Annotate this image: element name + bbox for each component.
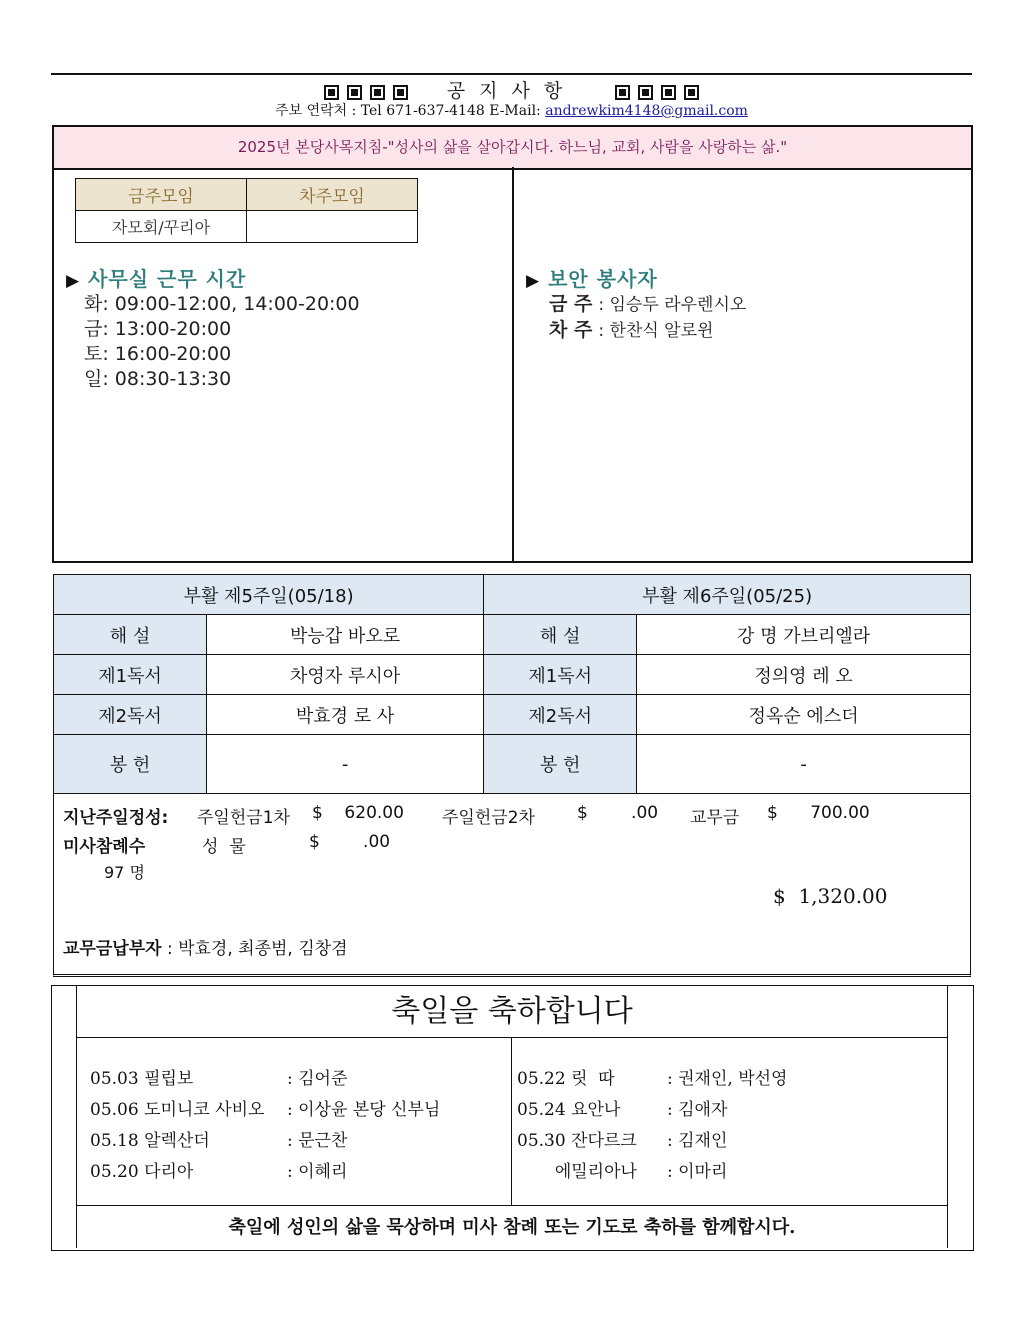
security-this-week-label: 금 주 [549, 293, 593, 315]
total-amount: $ 1,320.00 [773, 884, 888, 908]
role-second-reading: 제2독서 [54, 695, 207, 735]
attendance-label: 미사참례수 [63, 837, 146, 857]
role-first-reading: 제1독서 [54, 655, 207, 695]
contact-line [51, 100, 972, 120]
feast-entry-date-name: 05.22 릿 따 [517, 1069, 615, 1089]
first-collection-amount: $ 620.00 [312, 803, 404, 823]
role-commentator: 해 설 [484, 615, 637, 655]
diocese-dues-label: 교무금 [690, 808, 740, 828]
feast-column-divider [511, 1037, 512, 1205]
feast-day-heading: 축일을 축하합니다 [77, 986, 947, 1038]
first-collection-label: 주일헌금1차 [197, 808, 290, 828]
top-rule [51, 73, 972, 75]
office-hours-heading [66, 263, 246, 292]
square-bullet-icon [684, 85, 699, 100]
next-week-meeting-value [247, 211, 418, 243]
last-week-offering-label: 지난주일정성: [63, 808, 169, 828]
week1-title: 부활 제5주일(05/18) [54, 575, 484, 615]
feast-entry-date-name: 에밀리아나 [517, 1162, 637, 1182]
week1-second-reading: 박효경 로 사 [207, 695, 484, 735]
feast-entry-date-name: 05.24 요안나 [517, 1100, 621, 1120]
feast-day-footer: 축일에 성인의 삶을 묵상하며 미사 참례 또는 기도로 축하를 함께합시다. [77, 1205, 947, 1249]
square-bullet-icon [615, 85, 630, 100]
gift-label: 성 물 [202, 837, 246, 857]
feast-entry-date-name: 05.20 다리아 [90, 1162, 194, 1182]
feast-entry-date-name: 05.03 필립보 [90, 1069, 194, 1089]
role-second-reading: 제2독서 [484, 695, 637, 735]
triangle-right-icon: ▶ [66, 271, 81, 291]
security-next-week-label: 차 주 [549, 319, 593, 341]
security-this-week [549, 289, 746, 316]
feast-entry-person: : 문근찬 [287, 1131, 348, 1151]
office-hours-line: 토: 16:00-20:00 [84, 343, 232, 365]
feast-entry-person: : 이상윤 본당 신부님 [287, 1100, 441, 1120]
role-offertory: 봉 헌 [54, 735, 207, 794]
contact-prefix: 주보 연락처 : Tel 671-637-4148 E-Mail: [275, 103, 546, 119]
feast-entry-person: : 김애자 [667, 1100, 728, 1120]
week1-offertory: - [207, 735, 484, 794]
feast-entry-date-name: 05.30 잔다르크 [517, 1131, 637, 1151]
office-hours-heading-text: 사무실 근무 시간 [88, 267, 247, 291]
diocese-dues-amount: $ 700.00 [767, 803, 870, 823]
page-title [51, 76, 972, 103]
meeting-table [75, 178, 418, 243]
attendance-count: 97 명 [104, 863, 145, 882]
this-week-meeting-value: 자모회/꾸리아 [76, 211, 247, 243]
offering-summary [53, 786, 971, 977]
role-commentator: 해 설 [54, 615, 207, 655]
office-hours-line: 금: 13:00-20:00 [84, 318, 232, 340]
feast-entry-person: : 이혜리 [287, 1162, 348, 1182]
role-first-reading: 제1독서 [484, 655, 637, 695]
title-text: 공지사항 [446, 80, 577, 102]
next-week-meeting-header: 차주모임 [247, 179, 418, 211]
week1-first-reading: 차영자 루시아 [207, 655, 484, 695]
dues-payers-label: 교무금납부자 [63, 939, 162, 959]
second-collection-label: 주일헌금2차 [442, 808, 535, 828]
dues-payers-names: : 박효경, 최종범, 김창겸 [166, 939, 348, 959]
week2-title: 부활 제6주일(05/25) [484, 575, 971, 615]
security-this-week-value: : 임승두 라우렌시오 [598, 295, 747, 315]
square-bullet-icon [347, 85, 362, 100]
week2-first-reading: 정의영 레 오 [637, 655, 971, 695]
triangle-right-icon: ▶ [526, 271, 541, 291]
office-hours-line: 일: 08:30-13:30 [84, 368, 232, 390]
feast-entry-person: : 김재인 [667, 1131, 728, 1151]
security-next-week-value: : 한찬식 알로윈 [598, 321, 714, 341]
week2-second-reading: 정옥순 에스더 [637, 695, 971, 735]
liturgy-roster-table [53, 574, 971, 794]
role-offertory: 봉 헌 [484, 735, 637, 794]
week1-commentator: 박능갑 바오로 [207, 615, 484, 655]
office-hours-line: 화: 09:00-12:00, 14:00-20:00 [84, 293, 360, 315]
feast-entry-person: : 권재인, 박선영 [667, 1069, 788, 1089]
security-heading-text: 보안 봉사자 [548, 267, 658, 291]
info-panels [52, 167, 973, 563]
second-collection-amount: $ .00 [577, 803, 659, 823]
feast-entry-date-name: 05.06 도미니코 사비오 [90, 1100, 265, 1120]
feast-day-inner [76, 986, 948, 1248]
week2-commentator: 강 명 가브리엘라 [637, 615, 971, 655]
square-bullet-icon [393, 85, 408, 100]
pastoral-motto: 2025년 본당사목지침-"성사의 삶을 살아갑시다. 하느님, 교회, 사람을 사랑하는 삶." [52, 125, 973, 170]
panel-divider [512, 167, 514, 561]
feast-entry-date-name: 05.18 알렉산더 [90, 1131, 210, 1151]
square-bullet-icon [661, 85, 676, 100]
security-volunteer-heading [526, 263, 658, 292]
feast-entry-person: : 이마리 [667, 1162, 728, 1182]
dues-payers [63, 934, 348, 959]
square-bullet-icon [324, 85, 339, 100]
square-bullet-icon [370, 85, 385, 100]
email-link[interactable]: andrewkim4148@gmail.com [545, 103, 748, 119]
this-week-meeting-header: 금주모임 [76, 179, 247, 211]
week2-offertory: - [637, 735, 971, 794]
feast-entry-person: : 김어준 [287, 1069, 348, 1089]
square-bullet-icon [638, 85, 653, 100]
gift-amount: $ .00 [309, 832, 391, 852]
security-next-week [549, 315, 713, 342]
feast-day-box [51, 985, 974, 1251]
